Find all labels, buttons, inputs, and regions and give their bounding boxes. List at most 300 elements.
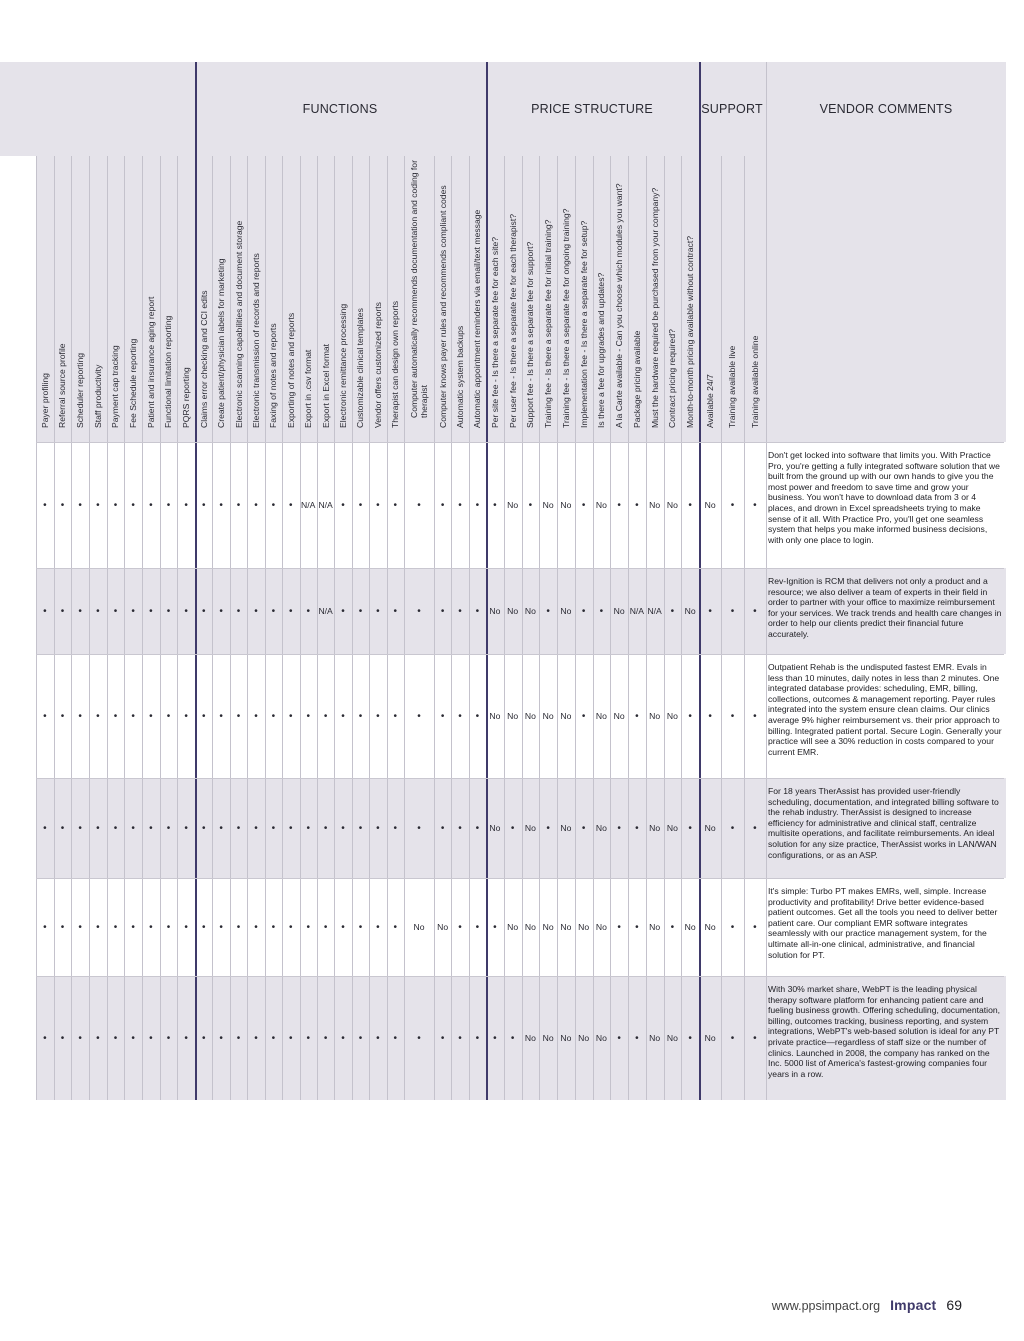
table-cell: N/A [629,606,645,616]
column-divider [721,156,722,1100]
table-cell: • [753,499,757,511]
table-cell: • [341,822,345,834]
table-cell: • [730,822,735,834]
column-divider [469,156,470,1100]
table-cell: • [341,921,345,933]
row-divider [36,976,1004,977]
table-cell: • [635,822,639,834]
table-cell: • [358,499,363,511]
row-divider [36,878,1004,879]
table-cell: • [393,710,398,722]
table-cell: • [393,499,398,511]
column-divider [744,156,745,1100]
table-cell: • [323,921,328,933]
column-header [89,156,107,442]
column-divider [539,156,540,1100]
table-cell: • [730,499,735,511]
table-cell: • [113,605,118,617]
table-cell: • [458,1032,462,1044]
table-cell: • [617,1032,621,1044]
column-header [334,156,351,442]
table-cell: • [458,710,462,722]
table-cell: • [730,921,735,933]
table-cell: • [184,1032,188,1044]
column-header [664,156,682,442]
column-header-label: PQRS reporting [181,367,192,428]
column-divider [766,156,767,1100]
column-divider [404,156,405,1100]
table-cell: • [113,499,118,511]
column-header [504,156,522,442]
table-cell: No [704,823,716,833]
table-cell: • [184,921,188,933]
table-cell: • [78,1032,82,1044]
table-cell: • [201,921,206,933]
table-cell: • [131,822,135,834]
column-header-label: Staff productivity [92,364,103,428]
table-cell: • [341,605,345,617]
column-divider [575,156,576,1100]
column-header [744,156,766,442]
column-header-label: Payer profiling [39,373,50,428]
table-cell: No [595,922,607,932]
table-cell: • [271,605,276,617]
table-cell: No [649,711,661,721]
table-cell: No [489,823,501,833]
row-divider [36,568,1004,569]
column-header-label: Training available live [727,345,738,428]
table-cell: • [510,822,515,834]
vendor-comment: With 30% market share, WebPT is the leading physical therapy software platform for enhancing patient care and fueling business growth. Offering scheduling, documentation, billing, outcomes tracking, business reporting, and system integrations, WebPT's web-based solution is ideal for any PT private practice—regardless of staff size or the number of clinics. Launched in 2008, the company has ranked on the Inc. 5000 list of America's fastest-growing companies four years in a row. [768,984,1001,1079]
table-cell: • [730,710,735,722]
table-cell: • [271,1032,276,1044]
column-header [628,156,646,442]
column-header-label: Per site fee - Is there a separate fee for each site? [489,236,500,428]
column-header-label: Training available online [749,335,760,428]
table-cell: No [507,922,519,932]
table-cell: • [78,710,82,722]
column-divider [434,156,435,1100]
table-cell: • [149,1032,153,1044]
table-cell: • [493,499,497,511]
column-divider [369,156,370,1100]
column-header-label: Contract pricing required? [667,329,678,428]
table-cell: • [753,921,757,933]
table-cell: • [475,499,480,511]
column-header [721,156,743,442]
table-cell: • [96,499,100,511]
table-cell: • [271,499,276,511]
table-cell: • [417,822,421,834]
column-header [404,156,434,442]
table-cell: No [560,606,572,616]
table-cell: • [440,499,445,511]
column-header-label: Training fee - Is there a separate fee for initial training? [543,219,554,428]
table-cell: • [475,1032,480,1044]
table-cell: • [254,499,258,511]
table-cell: No [437,922,449,932]
column-header-label: Computer automatically recommends documentation and coding for therapist [409,160,429,418]
column-header [469,156,486,442]
column-divider [89,156,90,1100]
vendor-header-blank [766,156,1006,442]
footer-url[interactable]: www.ppsimpact.org [771,1299,881,1313]
table-cell: • [376,710,380,722]
table-cell: No [560,823,572,833]
column-header [54,156,72,442]
table-cell: • [417,1032,421,1044]
column-divider [107,156,108,1100]
table-cell: • [581,710,586,722]
table-cell: No [524,1033,536,1043]
table-cell: • [688,499,692,511]
table-cell: • [131,499,135,511]
table-cell: • [475,921,480,933]
table-cell: • [635,921,639,933]
table-cell: • [753,1032,757,1044]
column-divider [664,156,665,1100]
column-header [610,156,628,442]
table-cell: • [43,1032,47,1044]
table-cell: No [542,922,554,932]
row-divider [36,778,1004,779]
table-cell: No [595,711,607,721]
column-divider [334,156,335,1100]
table-cell: • [393,822,398,834]
column-header-label: Faxing of notes and reports [268,323,279,428]
column-header [646,156,664,442]
table-cell: • [635,499,639,511]
table-cell: • [376,822,380,834]
table-cell: No [560,500,572,510]
table-cell: • [289,921,293,933]
table-cell: • [254,710,258,722]
table-cell: • [271,921,276,933]
column-header [107,156,125,442]
table-cell: • [306,1032,310,1044]
vendor-comment: For 18 years TherAssist has provided user-friendly scheduling, documentation, and integrated billing software to the rehab industry. TherAssist is designed to increase efficiency for administrative and clinical staff, centralize multisite operations, and facilitate reimbursements. An ideal solution for any size practice, TherAssist works in LAN/WAN configurations, or as an ASP. [768,786,999,860]
column-header [300,156,317,442]
column-header [142,156,160,442]
group-functions: FUNCTIONS [302,102,378,116]
column-divider [160,156,161,1100]
table-cell: No [595,823,607,833]
column-divider [557,156,558,1100]
column-header-label: Electronic scanning capabilities and document storage [233,220,244,428]
column-header-label: Automatic appointment reminders via email/text message [472,209,483,428]
table-cell: • [440,710,445,722]
table-cell: • [753,605,757,617]
table-cell: • [635,710,639,722]
table-cell: • [376,605,380,617]
table-cell: N/A [647,606,662,616]
table-cell: • [493,921,497,933]
table-cell: • [581,605,586,617]
column-divider [593,156,594,1100]
column-divider [247,156,248,1100]
column-header [434,156,451,442]
column-divider [230,156,231,1100]
table-cell: • [458,499,462,511]
table-cell: No [666,500,678,510]
column-divider [387,156,388,1100]
column-header [575,156,593,442]
column-header [177,156,195,442]
row-divider [36,442,1004,443]
table-cell: No [524,711,536,721]
column-divider [317,156,318,1100]
table-cell: • [43,921,47,933]
table-cell: • [236,710,241,722]
column-divider [265,156,266,1100]
table-cell: • [96,822,100,834]
table-cell: • [236,605,241,617]
table-cell: • [323,822,328,834]
table-cell: • [131,921,135,933]
table-cell: • [219,1032,223,1044]
table-cell: • [393,605,398,617]
table-cell: • [289,499,293,511]
table-cell: No [413,922,425,932]
column-divider [36,156,37,1100]
column-divider [124,156,125,1100]
table-cell: No [524,606,536,616]
table-cell: • [417,605,421,617]
table-cell: • [306,921,310,933]
column-header [71,156,89,442]
column-header [369,156,386,442]
table-cell: • [440,822,445,834]
table-cell: • [219,710,223,722]
table-cell: • [617,822,621,834]
table-cell: • [358,710,363,722]
column-divider [451,156,452,1100]
table-cell: • [289,822,293,834]
column-divider [522,156,523,1100]
column-header-label: Available 24/7 [705,374,716,428]
table-cell: • [458,921,462,933]
table-cell: • [166,921,171,933]
column-header-label: Referral source profile [57,343,68,428]
table-cell: • [201,822,206,834]
table-cell: • [149,822,153,834]
table-cell: • [376,499,380,511]
table-cell: No [595,500,607,510]
table-cell: No [704,1033,716,1043]
table-cell: • [149,710,153,722]
column-header-label: Exporting of notes and reports [285,312,296,428]
table-cell: • [131,605,135,617]
column-header-label: Patient and insurance aging report [145,296,156,428]
column-header-label: Claims error checking and CCI edits [198,290,209,428]
group-divider [699,62,701,1100]
column-header-label: Support fee - Is there a separate fee for support? [525,241,536,428]
table-cell: • [341,1032,345,1044]
group-divider [486,62,488,1100]
table-cell: • [730,605,735,617]
table-cell: • [306,822,310,834]
table-cell: • [271,822,276,834]
table-cell: • [113,822,118,834]
column-divider [142,156,143,1100]
table-cell: • [289,605,293,617]
column-header-label: Month-to-month pricing available without contract? [685,235,696,428]
table-cell: • [113,710,118,722]
table-cell: • [376,921,380,933]
table-cell: • [96,1032,100,1044]
column-header [36,156,54,442]
table-cell: N/A [318,606,333,616]
table-cell: • [43,605,47,617]
table-cell: No [578,1033,590,1043]
table-cell: • [236,1032,241,1044]
column-divider [681,156,682,1100]
column-header [699,156,721,442]
table-cell: • [96,710,100,722]
table-cell: • [753,710,757,722]
table-cell: No [649,922,661,932]
table-cell: • [493,1032,497,1044]
table-cell: • [131,1032,135,1044]
table-cell: N/A [318,500,333,510]
table-cell: • [417,499,421,511]
table-cell: • [219,921,223,933]
column-header [451,156,468,442]
table-cell: • [254,1032,258,1044]
column-header [265,156,282,442]
table-cell: No [578,922,590,932]
column-header-label: Package pricing available [631,330,642,428]
vendor-comment: Outpatient Rehab is the undisputed fastest EMR. Evals in less than 10 minutes, daily notes in less than 2 minutes. One integrated database provides: scheduling, EMR, billing, collections, outcomes & management reporting. Payer rules integrated into the system ensure clean claims. Our clinics average 9% higher reimbursement vs. their prior approach to billing. Integrated patient portal. Secure Login. Generally your practice will see a 30% reduction in costs compared to your current EMR. [768,662,1002,757]
table-cell: • [166,1032,171,1044]
table-cell: • [341,710,345,722]
table-cell: No [560,1033,572,1043]
group-divider [195,62,197,1100]
table-cell: • [440,1032,445,1044]
column-divider [282,156,283,1100]
column-header [195,156,212,442]
table-cell: • [289,710,293,722]
column-divider [177,156,178,1100]
column-divider [71,156,72,1100]
table-cell: • [236,921,241,933]
column-divider [646,156,647,1100]
table-cell: • [60,1032,65,1044]
column-header-label: Export in Excel format [320,343,331,428]
table-cell: • [184,710,188,722]
column-header-label: Therapist can design own reports [390,300,401,428]
table-cell: No [666,711,678,721]
column-header [160,156,178,442]
table-cell: • [78,605,82,617]
table-cell: • [184,499,188,511]
table-cell: • [201,499,206,511]
column-header [486,156,504,442]
column-header-label: Functional limitation reporting [163,315,174,428]
table-cell: No [666,823,678,833]
column-header [247,156,264,442]
table-cell: • [323,1032,328,1044]
table-cell: No [613,606,625,616]
table-cell: No [704,922,716,932]
column-header-label: Is there a fee for upgrades and updates? [596,272,607,428]
column-header-label: Create patient/physician labels for marketing [216,258,227,428]
table-cell: • [96,605,100,617]
table-cell: • [475,710,480,722]
table-cell: • [688,822,692,834]
column-header-label: Training fee - Is there a separate fee for ongoing training? [560,208,571,428]
table-cell: • [60,710,65,722]
group-support: SUPPORT [701,102,763,116]
group-price-structure: PRICE STRUCTURE [531,102,653,116]
column-header [212,156,229,442]
table-cell: • [113,921,118,933]
table-cell: • [617,921,621,933]
vendor-comment: Rev-Ignition is RCM that delivers not only a product and a resource; we also deliver a team of experts in their field in order to partner with your office to maximize reimbursement for your services. We track trends and health care changes in order to help our clients predict their financial future accurately. [768,576,1002,639]
table-cell: No [542,711,554,721]
table-cell: No [649,1033,661,1043]
column-header-label: Export in .csv format [303,349,314,428]
column-divider [504,156,505,1100]
table-cell: • [96,921,100,933]
table-cell: • [670,921,675,933]
column-header-label: Electronic remittance processing [338,303,349,428]
vendor-comment: It's simple: Turbo PT makes EMRs, well, simple. Increase productivity and profitability! Drive better evidence-based patient outcomes. Get all the tools you need to deliver better patient care. Our compliant EMR software integrates seamlessly with our practice management system, for the ultimate all-in-one clinical, administrative, and financial solution for PT. [768,886,998,960]
column-header-label: Scheduler reporting [75,352,86,428]
table-cell: No [684,922,696,932]
table-cell: • [753,822,757,834]
table-cell: No [524,823,536,833]
table-cell: • [670,605,675,617]
table-cell: • [149,921,153,933]
table-cell: • [60,921,65,933]
column-header-label: Must the hardware required be purchased from your company? [649,187,660,428]
table-cell: No [649,500,661,510]
table-cell: • [475,822,480,834]
table-cell: • [599,605,604,617]
table-cell: No [542,1033,554,1043]
column-divider [300,156,301,1100]
table-cell: • [323,710,328,722]
table-cell: • [635,1032,639,1044]
column-header-label: Per user fee - Is there a separate fee for each therapist? [507,213,518,428]
table-cell: No [560,711,572,721]
table-cell: • [358,921,363,933]
table-cell: • [201,1032,206,1044]
row-divider [36,654,1004,655]
table-cell: • [254,822,258,834]
column-header [282,156,299,442]
table-cell: • [510,1032,515,1044]
table-cell: No [649,823,661,833]
table-cell: • [358,1032,363,1044]
table-cell: • [376,1032,380,1044]
column-header-label: Vendor offers customized reports [372,302,383,428]
table-cell: • [219,605,223,617]
table-cell: • [581,822,586,834]
table-cell: No [507,711,519,721]
table-cell: • [730,1032,735,1044]
table-cell: • [417,710,421,722]
table-cell: • [60,822,65,834]
table-cell: • [546,605,550,617]
table-cell: No [613,711,625,721]
column-divider [212,156,213,1100]
table-cell: • [60,499,65,511]
table-cell: • [149,605,153,617]
column-header [230,156,247,442]
table-cell: • [78,822,82,834]
